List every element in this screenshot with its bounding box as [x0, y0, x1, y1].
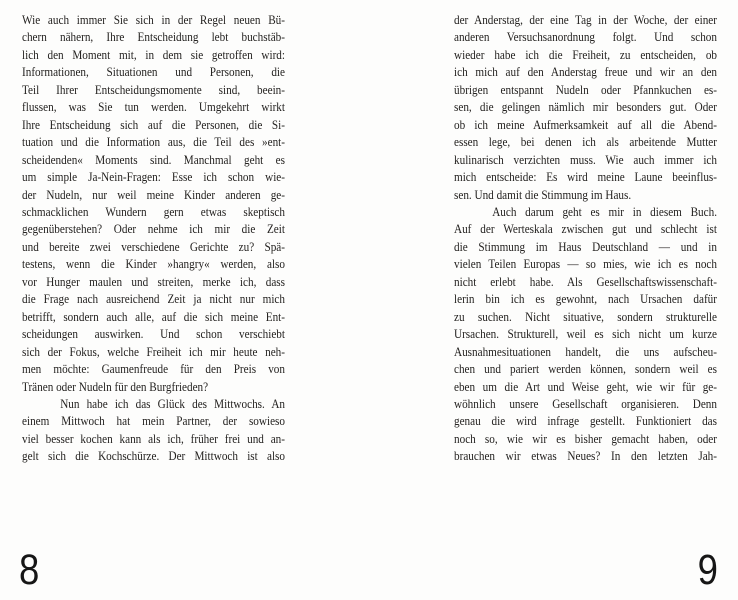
text-line: chen und pariert werden können, sondern weil es: [454, 362, 718, 377]
text-line: die Stimmung im Haus Deutschland — und in: [454, 239, 718, 254]
text-line: ob ich meine Aufmerksamkeit auf all die Abend-: [454, 117, 718, 132]
text-line: wöhnlich unsere Gesellschaft organisieren. Denn: [454, 396, 718, 411]
text-line: lerin bin ich es gewohnt, nach Ursachen dafür: [454, 292, 718, 307]
text-line: betrifft, sondern auch alle, auf die sich meine Ent-: [22, 309, 286, 324]
text-line: essen lege, bei denen ich als arbeitende Mutter: [454, 135, 718, 150]
text-line: übrigen entspannt Nudeln oder Pfannkuchen es-: [454, 82, 718, 97]
text-line: Ausnahmesituationen handelt, die uns aufscheu-: [454, 344, 718, 359]
text-line: viel besser kochen kann als ich, früher frei und an-: [22, 431, 286, 446]
text-line: Auch darum geht es mir in diesem Buch.: [492, 204, 718, 219]
text-line: sen, die gelingen nämlich mir besonders gut. Oder: [454, 100, 718, 115]
text-line: noch so, wie wir es bisher gemacht haben, oder: [454, 431, 718, 446]
text-line: Auf der Werteskala zwischen gut und schlecht ist: [454, 222, 718, 237]
text-line: gegenüberstehen? Oder nehme ich mir die Zeit: [22, 222, 286, 237]
text-line: anderen Versuchsanordnung folgt. Und schon: [454, 30, 718, 45]
text-line: Nun habe ich das Glück des Mittwochs. An: [60, 396, 286, 411]
page-number-right: 9: [697, 546, 718, 594]
text-line: eben um die Art und Weise geht, wie wir für ge-: [454, 379, 718, 394]
text-line: tuation und die Information aus, die Teil des »ent-: [22, 135, 286, 150]
text-line: wieder habe ich die Freiheit, zu entscheiden, ob: [454, 47, 718, 62]
text-line: Teil Ihrer Entscheidungsmomente sind, beein-: [22, 82, 286, 97]
text-line: mich entscheide: Es wird meine Laune beeinflus-: [454, 170, 718, 185]
text-line: chern nähern, Ihre Entscheidung lebt buchstäb-: [22, 30, 286, 45]
text-line: Tränen oder Nudeln für den Burgfrieden?: [22, 379, 209, 394]
text-line: Ihre Entscheidung sich auf die Personen, die Si-: [22, 117, 286, 132]
text-line: der Anderstag, der eine Tag in der Woche, der einer: [454, 13, 718, 27]
text-line: sen. Und damit die Stimmung im Haus.: [454, 187, 632, 202]
text-line: genau die wird infrage gestellt. Funktioniert das: [454, 414, 718, 429]
text-line: nicht erlebt habe. Als Gesellschaftswissenschaft-: [454, 274, 718, 289]
text-line: testens, wenn die Kinder »hangry« werden, also: [22, 257, 286, 272]
page-left-text: [22, 12, 285, 466]
text-line: vielen Teilen Europas — so mies, wie ich es noch: [454, 257, 718, 272]
text-line: scheidungen auswirken. Und schon verschiebt: [22, 327, 286, 342]
text-line: einem Mittwoch hat mein Partner, der sowieso: [22, 414, 286, 429]
text-line: zu suchen. Nicht situative, sondern strukturelle: [454, 309, 718, 324]
text-line: Ursachen. Strukturell, weil es sich nicht um kurze: [454, 327, 718, 342]
text-line: scheidenden« Moments sind. Manchmal geht es: [22, 152, 286, 167]
text-line: flussen, was Sie tun werden. Umgekehrt wirkt: [22, 100, 286, 115]
text-line: schmacklichen Wundern gern etwas skeptisch: [22, 204, 286, 219]
text-line: vor Hunger maulen und streiten, merke ich, dass: [22, 274, 286, 289]
text-line: und bereite zwei verschiedene Gerichte zu? Spä-: [22, 239, 286, 254]
text-line: kulinarisch verzichten muss. Wie auch immer ich: [454, 152, 718, 167]
page-right-text: [454, 12, 717, 466]
text-line: men möchte: Gaumenfreude für den Preis von: [22, 362, 286, 377]
text-line: der Nudeln, nur weil meine Kinder anderen ge-: [22, 187, 286, 202]
page-number-left: 8: [19, 546, 40, 594]
text-line: brauchen wir etwas Neues? In den letzten Jah-: [454, 449, 718, 464]
text-line: lich den Moment mit, in dem sie getroffen wird:: [22, 47, 286, 62]
text-line: sich der Fokus, welche Freiheit ich mir heute neh-: [22, 344, 286, 359]
text-line: Wie auch immer Sie sich in der Regel neuen Bü-: [22, 13, 286, 27]
text-line: die Frage nach ausreichend Zeit ja nicht nur mich: [22, 292, 286, 307]
text-line: um simple Ja-Nein-Fragen: Esse ich schon wie-: [22, 170, 286, 185]
text-line: gelt sich die Kochschürze. Der Mittwoch ist also: [22, 449, 286, 464]
text-line: ich mich auf den Anderstag freue und wir an den: [454, 65, 718, 80]
text-line: Informationen, Situationen und Personen, die: [22, 65, 286, 80]
